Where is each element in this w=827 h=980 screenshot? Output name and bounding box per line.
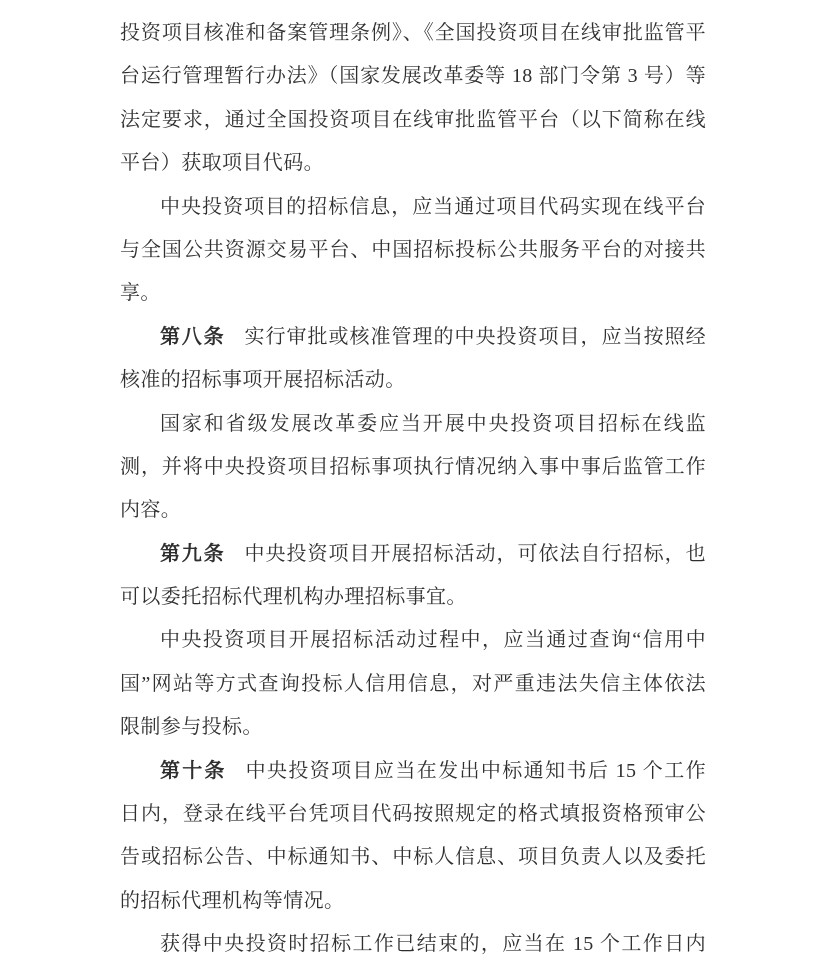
text-line: 享。 xyxy=(120,282,161,305)
text-line: 可以委托招标代理机构办理招标事宜。 xyxy=(120,586,467,609)
text-line: 国家和省级发展改革委应当开展中央投资项目招标在线监 xyxy=(160,412,706,435)
text-line: 获得中央投资时招标工作已结束的，应当在 15 个工作日内 xyxy=(160,933,706,956)
article-number: 第十条 xyxy=(160,759,227,782)
text-line: 投资项目核准和备案管理条例》、《全国投资项目在线审批监管平 xyxy=(120,22,706,44)
text-line: 限制参与投标。 xyxy=(120,716,263,739)
text-line xyxy=(120,316,706,359)
text-line: 内容。 xyxy=(120,499,182,522)
text-line: 与全国公共资源交易平台、中国招标投标公共服务平台的对接共 xyxy=(120,238,706,261)
article-number: 第八条 xyxy=(160,325,226,348)
text-line: 测，并将中央投资项目招标事项执行情况纳入事中事后监管工作 xyxy=(120,455,706,478)
text-line: 核准的招标事项开展招标活动。 xyxy=(120,369,406,392)
text-line xyxy=(120,750,706,793)
text-line: 中央投资项目的招标信息，应当通过项目代码实现在线平台 xyxy=(160,195,706,218)
text-line: 台运行管理暂行办法》（国家发展改革委等 18 部门令第 3 号）等 xyxy=(120,65,706,88)
text-line: 平台）获取项目代码。 xyxy=(120,152,324,175)
text-line: 日内，登录在线平台凭项目代码按照规定的格式填报资格预审公 xyxy=(120,803,706,826)
article-number: 第九条 xyxy=(160,542,226,565)
line-text: 中央投资项目应当在发出中标通知书后 15 个工作 xyxy=(245,759,706,782)
text-line xyxy=(120,533,706,576)
line-text: 中央投资项目开展招标活动，可依法自行招标，也 xyxy=(244,542,706,565)
text-line: 中央投资项目开展招标活动过程中，应当通过查询“信用中 xyxy=(160,629,706,652)
text-line: 国”网站等方式查询投标人信用信息，对严重违法失信主体依法 xyxy=(120,672,706,695)
text-line: 法定要求，通过全国投资项目在线审批监管平台（以下简称在线 xyxy=(120,108,706,131)
line-text: 实行审批或核准管理的中央投资项目，应当按照经 xyxy=(244,325,706,348)
text-line: 的招标代理机构等情况。 xyxy=(120,889,345,912)
text-line: 告或招标公告、中标通知书、中标人信息、项目负责人以及委托 xyxy=(120,846,706,869)
document-text xyxy=(120,12,706,967)
